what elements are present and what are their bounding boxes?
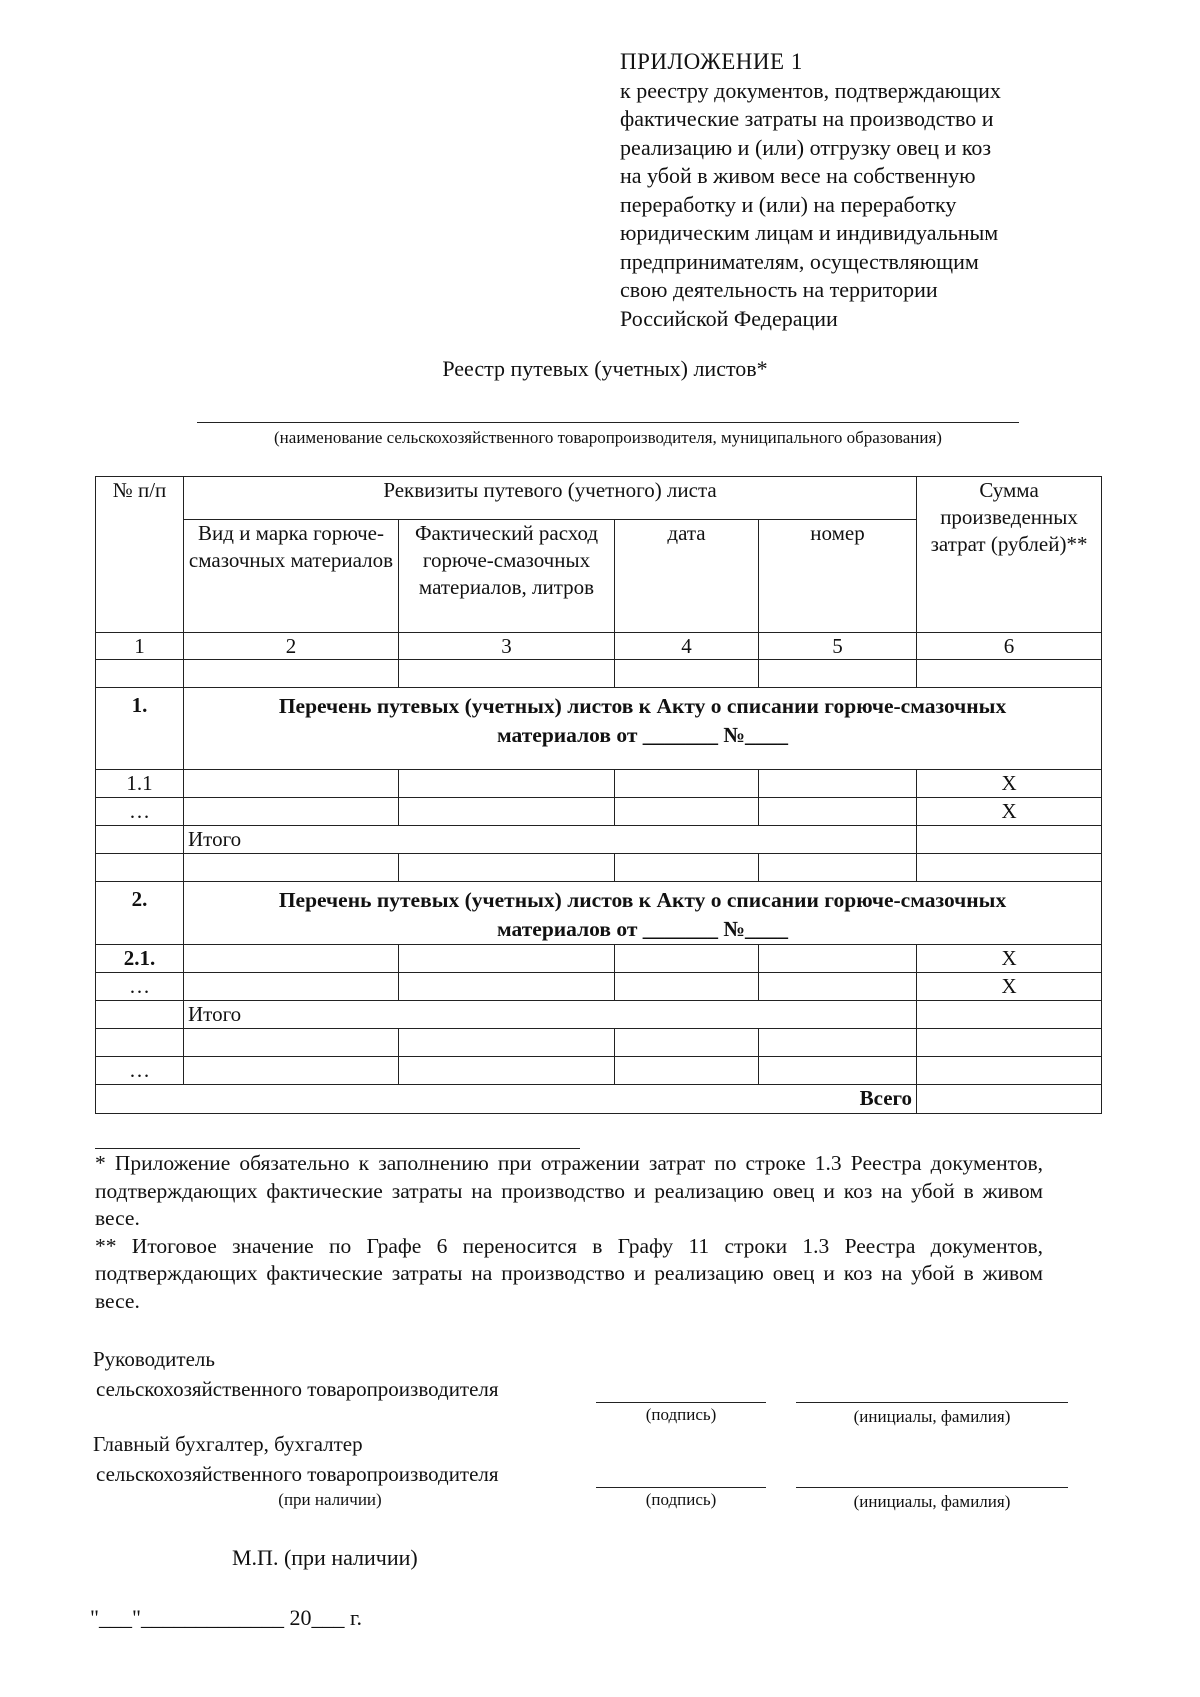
stamp-placeholder: М.П. (при наличии) bbox=[232, 1545, 418, 1570]
accountant-title-line: сельскохозяйственного товаропроизводителя bbox=[96, 1462, 499, 1486]
appendix-line: реализацию и (или) отгрузку овец и коз bbox=[620, 134, 992, 160]
header-date: дата bbox=[615, 520, 759, 633]
header-amount: Сумма произведенных затрат (рублей)** bbox=[917, 477, 1102, 633]
row-number: … bbox=[96, 1057, 184, 1085]
table-row bbox=[96, 770, 1102, 798]
register-table bbox=[95, 476, 1102, 1114]
footnote-separator bbox=[95, 1148, 580, 1149]
appendix-line: свою деятельность на территории bbox=[620, 277, 938, 302]
appendix-line: на убой в живом весе на собственную bbox=[620, 163, 976, 188]
x-mark: X bbox=[917, 770, 1102, 798]
column-number: 2 bbox=[184, 633, 399, 660]
column-number: 5 bbox=[759, 633, 917, 660]
appendix-line: Российской Федерации bbox=[620, 305, 838, 331]
header-consumption: Фактический расход горюче-смазочных материалов, литров bbox=[399, 520, 615, 633]
section-2-number: 2. bbox=[96, 882, 184, 945]
row-number: … bbox=[96, 973, 184, 1001]
header-number: номер bbox=[759, 520, 917, 633]
table-row bbox=[96, 798, 1102, 826]
column-number: 4 bbox=[615, 633, 759, 660]
x-mark: X bbox=[917, 973, 1102, 1001]
appendix-title: ПРИЛОЖЕНИЕ 1 bbox=[620, 49, 803, 74]
head-name-line bbox=[796, 1402, 1068, 1403]
header-num: № п/п bbox=[96, 477, 184, 633]
section-2-header bbox=[96, 882, 1102, 945]
header-requisites: Реквизиты путевого (учетного) листа bbox=[184, 477, 917, 520]
x-mark: X bbox=[917, 798, 1102, 826]
grand-total-label: Всего bbox=[96, 1085, 917, 1114]
footnote-1: * Приложение обязательно к заполнению при отражении затрат по строке 1.3 Реестра документов, подтверждающих фактические затраты на производство и реализацию овец и коз на убой в живом весе. bbox=[95, 1151, 1043, 1230]
column-number: 3 bbox=[399, 633, 615, 660]
head-signature-line bbox=[596, 1402, 766, 1403]
table-row bbox=[96, 973, 1102, 1001]
section-1-header bbox=[96, 688, 1102, 770]
table-row bbox=[96, 945, 1102, 973]
section-1-number: 1. bbox=[96, 688, 184, 770]
signature-caption: (подпись) bbox=[645, 1405, 717, 1424]
column-number: 1 bbox=[96, 633, 184, 660]
section-2-title-line: материалов от _______ №____ bbox=[497, 917, 789, 941]
appendix-line: предпринимателям, осуществляющим bbox=[620, 248, 979, 274]
section-1-title bbox=[184, 688, 1102, 770]
section-2-total-row bbox=[96, 1001, 1102, 1029]
accountant-name-line bbox=[796, 1487, 1068, 1488]
row-number: 1.1 bbox=[96, 770, 184, 798]
register-title: Реестр путевых (учетных) листов* bbox=[442, 356, 768, 381]
table-row bbox=[96, 1057, 1102, 1085]
date-line: "___"_____________ 20___ г. bbox=[90, 1605, 363, 1630]
row-number: … bbox=[96, 798, 184, 826]
table-row bbox=[96, 1029, 1102, 1057]
appendix-line: фактические затраты на производство и bbox=[620, 106, 994, 131]
producer-name-line bbox=[197, 422, 1019, 423]
section-1-total-label: Итого bbox=[184, 826, 917, 854]
appendix-line: переработку и (или) на переработку bbox=[620, 191, 957, 217]
head-title-line: Руководитель bbox=[93, 1347, 215, 1371]
section-2-title bbox=[184, 882, 1102, 945]
section-1-title-line: Перечень путевых (учетных) листов к Акту о списании горюче-смазочных bbox=[278, 694, 1007, 718]
name-caption: (инициалы, фамилия) bbox=[853, 1407, 1011, 1426]
head-title-line: сельскохозяйственного товаропроизводителя bbox=[96, 1377, 499, 1401]
row-number: 2.1. bbox=[96, 945, 184, 973]
accountant-signature-line bbox=[596, 1487, 766, 1488]
name-caption: (инициалы, фамилия) bbox=[853, 1492, 1011, 1511]
footnote-2: ** Итоговое значение по Графе 6 переносится в Графу 11 строки 1.3 Реестра документов, подтверждающих фактические затраты на производство и реализацию овец и коз на убой в живом весе. bbox=[95, 1233, 1043, 1313]
x-mark: X bbox=[917, 945, 1102, 973]
accountant-note: (при наличии) bbox=[278, 1490, 382, 1509]
footnotes bbox=[95, 1150, 1043, 1315]
producer-name-caption: (наименование сельскохозяйственного товаропроизводителя, муниципального образования) bbox=[274, 428, 942, 447]
signature-caption: (подпись) bbox=[645, 1490, 717, 1509]
section-2-total-label: Итого bbox=[184, 1001, 917, 1029]
accountant-title-line: Главный бухгалтер, бухгалтер bbox=[93, 1432, 363, 1456]
section-2-title-line: Перечень путевых (учетных) листов к Акту о списании горюче-смазочных bbox=[278, 888, 1007, 912]
appendix-header bbox=[620, 48, 1120, 333]
header-fuel-type: Вид и марка горюче-смазочных материалов bbox=[184, 520, 399, 633]
section-1-title-line: материалов от _______ №____ bbox=[497, 723, 789, 747]
section-1-total-row bbox=[96, 826, 1102, 854]
appendix-line: к реестру документов, подтверждающих bbox=[620, 77, 1001, 103]
table-row bbox=[96, 854, 1102, 882]
appendix-line: юридическим лицам и индивидуальным bbox=[620, 220, 999, 245]
grand-total-row bbox=[96, 1085, 1102, 1114]
table-row bbox=[96, 660, 1102, 688]
column-number: 6 bbox=[917, 633, 1102, 660]
